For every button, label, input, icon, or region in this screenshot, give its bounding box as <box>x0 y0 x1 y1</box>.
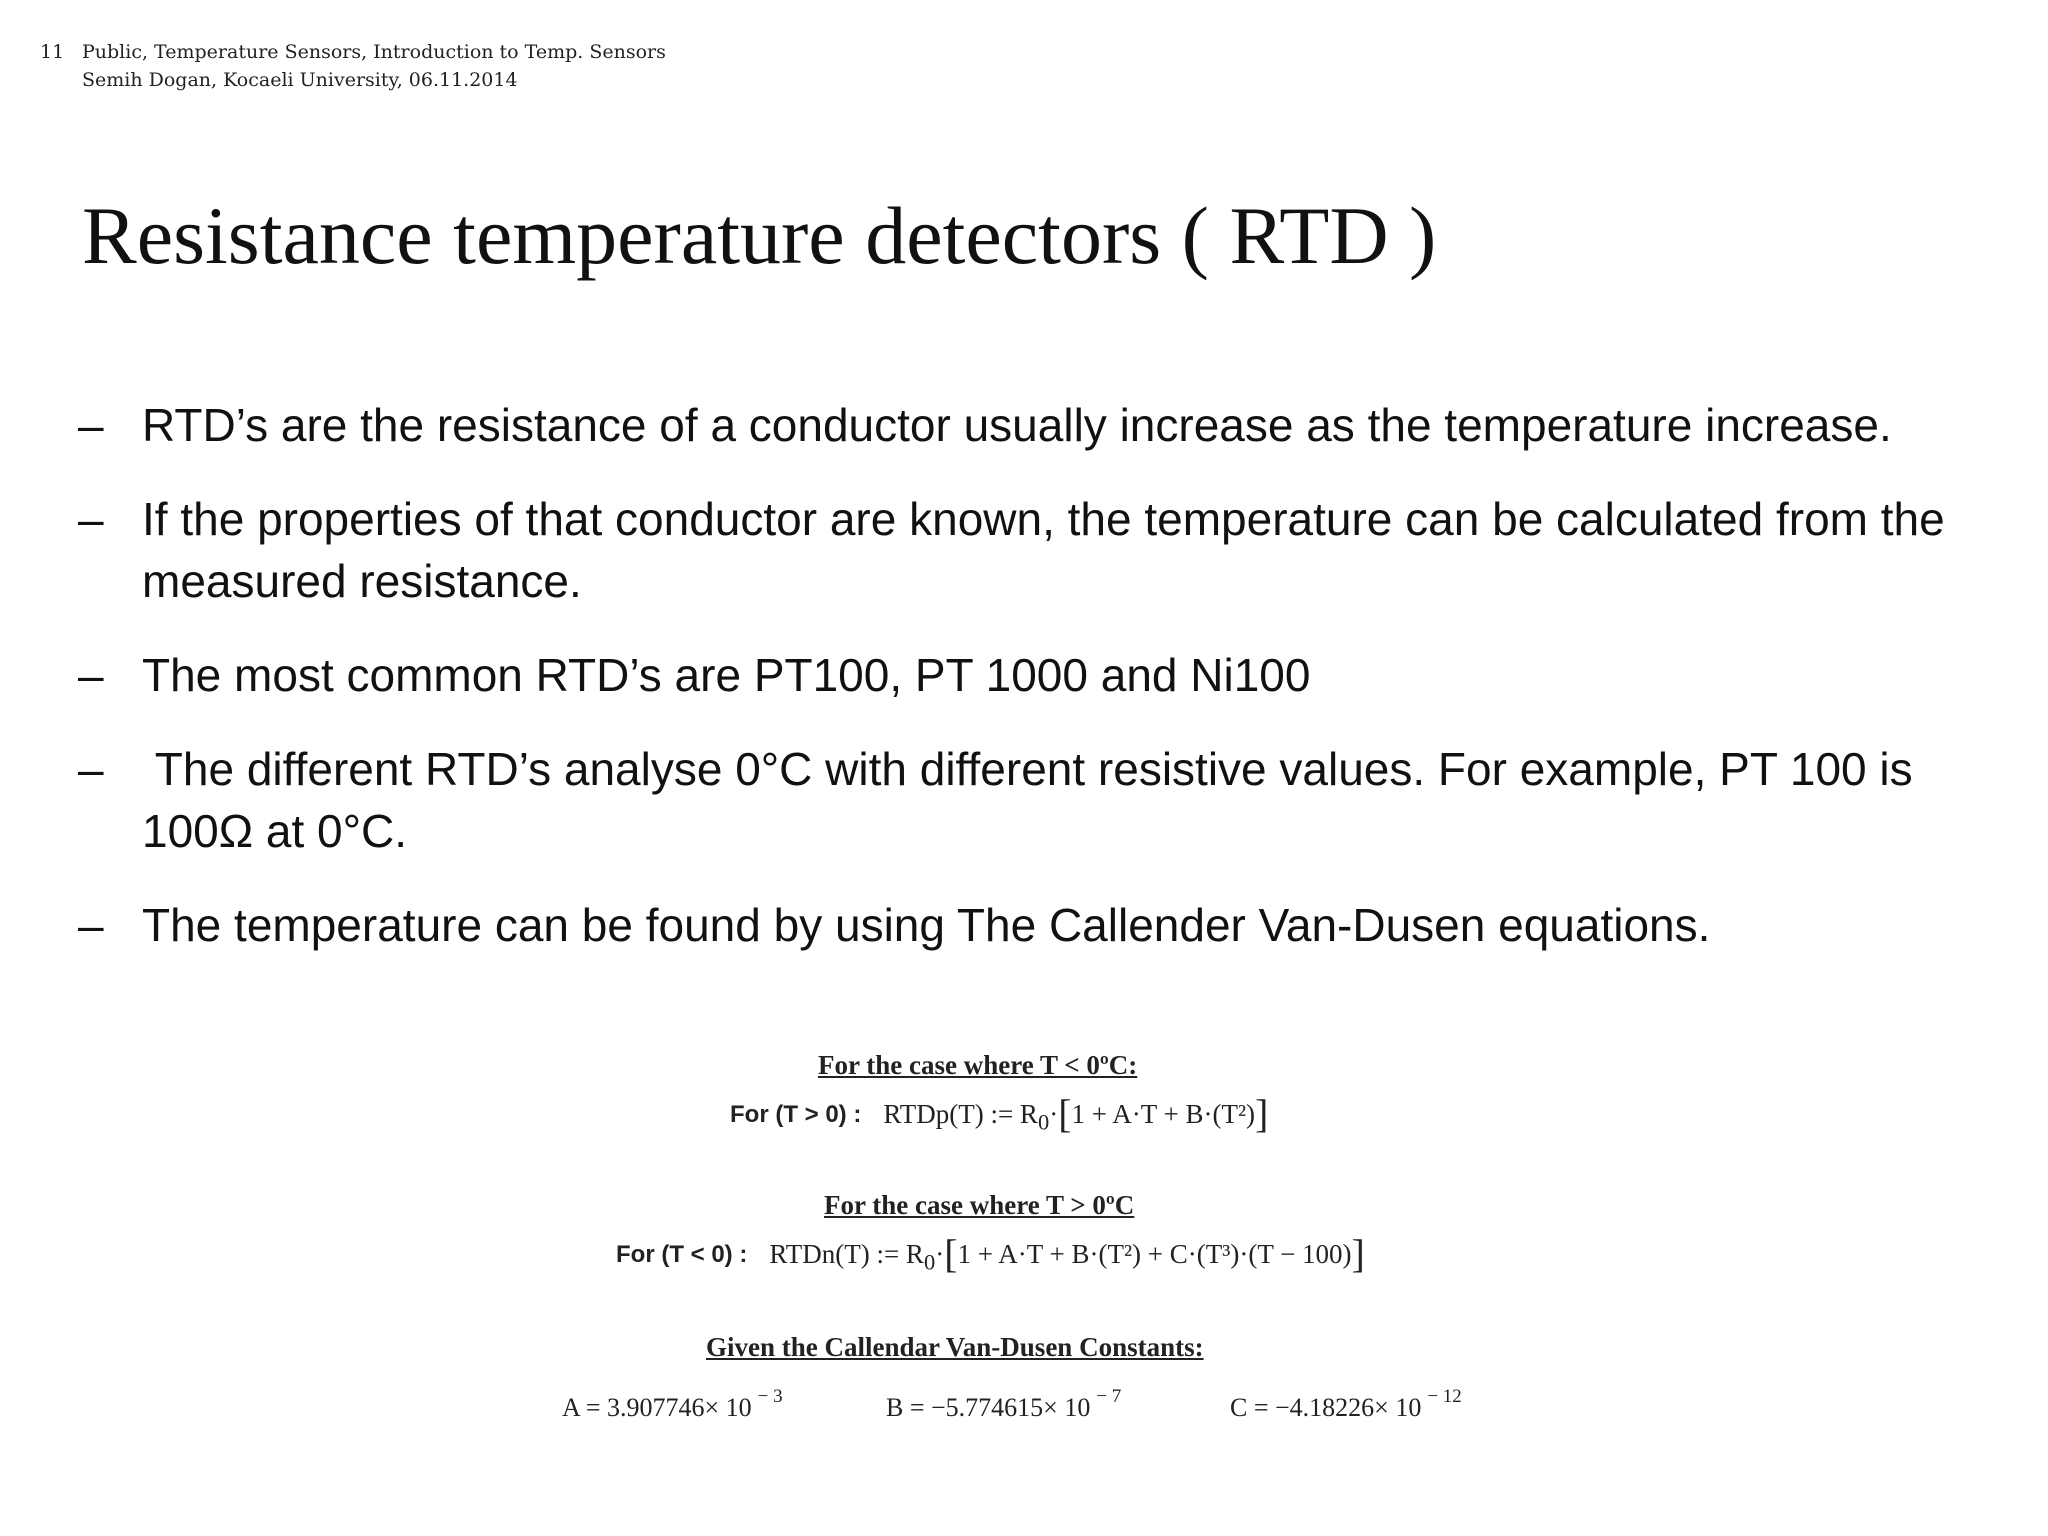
constant-b-exponent: − 7 <box>1096 1386 1122 1407</box>
case2-lhs: RTDn(T) := R <box>769 1239 924 1269</box>
case1-formula <box>730 1091 1269 1136</box>
bullet-text: The most common RTD’s are PT100, PT 1000 and Ni100 <box>142 649 1311 701</box>
open-bracket: [ <box>944 1231 958 1276</box>
case2-body: 1 + A·T + B·(T²) + C·(T³)·(T − 100) <box>957 1239 1352 1269</box>
bullet-dash: – <box>78 399 104 451</box>
bullet-text: The temperature can be found by using The Callender Van-Dusen equations. <box>142 899 1711 951</box>
subscript-zero: 0 <box>1037 1109 1050 1135</box>
bullet-item <box>78 738 2008 862</box>
case1-condition: For (T > 0) : <box>730 1100 862 1128</box>
case1-heading: For the case where T < 0ºC: <box>818 1050 1138 1080</box>
bullet-text: The different RTD’s analyse 0°C with different resistive values. For example, PT 100 is 100Ω at 0°C. <box>142 743 1926 857</box>
constants-heading: Given the Callendar Van-Dusen Constants: <box>706 1332 1204 1362</box>
case1-expression: RTDp(T) := $R_0\cdot[1 + A\cdot T + B\cdot(T^2)]$ <box>883 1091 1269 1136</box>
constant-b <box>886 1386 1121 1423</box>
case2-expression: RTDn(T) := $R_0\cdot[1 + A\cdot T + B\cdot(T^2) + C\cdot(T^3)\cdot(T - 100)]$ <box>769 1231 1365 1276</box>
case1-body: 1 + A·T + B·(T²) <box>1071 1099 1256 1129</box>
bullet-dash: – <box>78 743 104 795</box>
bullet-dash: – <box>78 649 104 701</box>
close-bracket: ] <box>1351 1231 1365 1276</box>
case1-lhs: RTDp(T) := R <box>883 1099 1038 1129</box>
bullet-dash: – <box>78 493 104 545</box>
bullet-item <box>78 394 2008 456</box>
constant-c-value: C = −4.18226× 10 <box>1230 1393 1422 1422</box>
open-bracket: [ <box>1058 1091 1072 1136</box>
bullet-text: If the properties of that conductor are known, the temperature can be calculated from the measured resistance. <box>142 493 1945 607</box>
subscript-zero: 0 <box>923 1249 936 1275</box>
header-line-2: Semih Dogan, Kocaeli University, 06.11.2014 <box>82 69 518 91</box>
slide-title: Resistance temperature detectors ( RTD ) <box>82 190 1437 281</box>
bullet-item <box>78 894 2008 956</box>
constant-c <box>1230 1386 1462 1423</box>
constant-a-value: A = 3.907746× 10 <box>562 1393 752 1422</box>
case2-heading: For the case where T > 0ºC <box>824 1190 1135 1220</box>
case2-formula <box>616 1231 1365 1276</box>
constant-b-value: B = −5.774615× 10 <box>886 1393 1091 1422</box>
bullet-dash: – <box>78 899 104 951</box>
constant-a-exponent: − 3 <box>757 1386 783 1407</box>
slide-header <box>40 38 666 94</box>
bullet-list <box>78 394 2008 956</box>
close-bracket: ] <box>1255 1091 1269 1136</box>
constant-c-exponent: − 12 <box>1427 1386 1462 1407</box>
header-subject: Public, Temperature Sensors, Introduction to Temp. Sensors <box>82 41 666 63</box>
page-number: 11 <box>40 41 65 63</box>
bullet-item <box>78 644 2008 706</box>
bullet-item <box>78 488 2008 612</box>
bullet-text: RTD’s are the resistance of a conductor usually increase as the temperature increase. <box>142 399 1892 451</box>
constant-a <box>562 1386 783 1423</box>
header-line-1 <box>40 38 666 66</box>
case2-condition: For (T < 0) : <box>616 1240 748 1268</box>
